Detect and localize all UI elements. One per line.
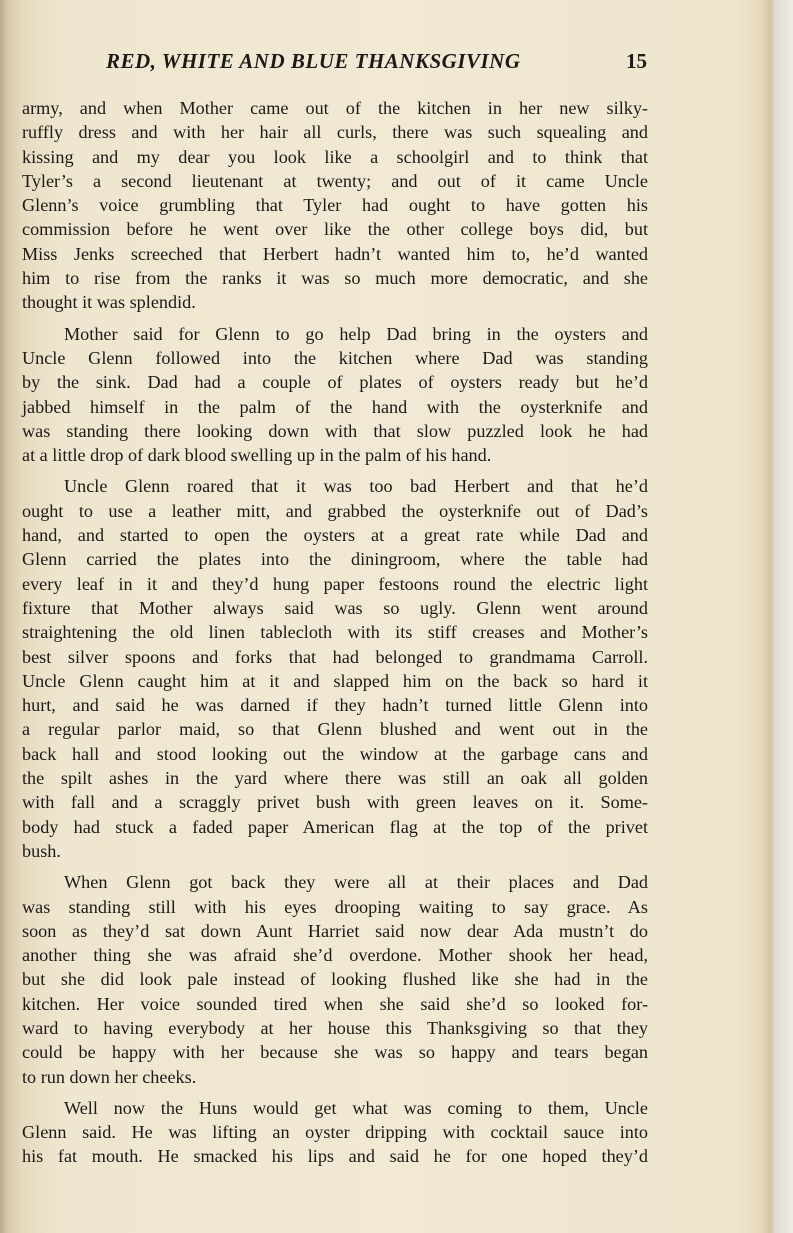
text-line: straightening the old linen tablecloth with its stiff creases and Mother’s [22,622,648,643]
text-line: Glenn carried the plates into the diningroom, where the table had [22,549,648,570]
paragraph [22,322,648,468]
text-line: Uncle Glenn followed into the kitchen where Dad was standing [22,347,648,368]
text-line: with fall and a scraggly privet bush with green leaves on it. Some- [22,792,648,813]
text-line: another thing she was afraid she’d overdone. Mother shook her head, [22,945,648,966]
text-line: commission before he went over like the other college boys did, but [22,219,648,240]
text-line: ought to use a leather mitt, and grabbed the oysterknife out of Dad’s [22,500,648,521]
text-line: was standing there looking down with that slow puzzled look he had [22,420,648,441]
page-header [0,47,793,79]
text-line: bush. [22,840,61,861]
text-line: jabbed himself in the palm of the hand with the oysterknife and [22,396,648,417]
text-line: Uncle Glenn caught him at it and slapped him on the back so hard it [22,670,648,691]
text-line: Glenn said. He was lifting an oyster dripping with cocktail sauce into [22,1122,648,1143]
text-line: every leaf in it and they’d hung paper festoons round the electric light [22,573,648,594]
text-line: back hall and stood looking out the window at the garbage cans and [22,743,648,764]
text-line: his fat mouth. He smacked his lips and said he for one hoped they’d [22,1146,648,1167]
text-line: When Glenn got back they were all at their places and Dad [64,872,648,893]
text-line: body had stuck a faded paper American flag at the top of the privet [22,816,648,837]
text-line: was standing still with his eyes drooping waiting to say grace. As [22,896,648,917]
text-line: fixture that Mother always said was so ugly. Glenn went around [22,597,648,618]
text-line: ruffly dress and with her hair all curls, there was such squealing and [22,122,648,143]
text-line: best silver spoons and forks that had belonged to grandmama Carroll. [22,646,648,667]
text-line: Glenn’s voice grumbling that Tyler had ought to have gotten his [22,195,648,216]
text-line: Well now the Huns would get what was coming to them, Uncle [64,1097,648,1118]
text-line: the spilt ashes in the yard where there was still an oak all golden [22,768,648,789]
text-line: army, and when Mother came out of the kitchen in her new silky- [22,98,648,118]
text-line: soon as they’d sat down Aunt Harriet said now dear Ada mustn’t do [22,920,648,941]
paragraph [22,96,648,315]
text-line: hurt, and said he was darned if they hadn’t turned little Glenn into [22,695,648,716]
text-line: Mother said for Glenn to go help Dad bring in the oysters and [64,323,648,344]
text-line: kissing and my dear you look like a schoolgirl and to think that [22,146,648,167]
text-line: to run down her cheeks. [22,1066,197,1087]
body-text [22,96,648,1176]
text-line: kitchen. Her voice sounded tired when she said she’d so looked for- [22,993,648,1014]
text-line: but she did look pale instead of looking flushed like she had in the [22,969,648,990]
running-title: RED, WHITE AND BLUE THANKSGIVING [106,49,521,73]
text-line: could be happy with her because she was so happy and tears began [22,1042,648,1063]
text-line: thought it was splendid. [22,292,196,313]
text-line: Miss Jenks screeched that Herbert hadn’t wanted him to, he’d wanted [22,243,648,264]
text-line: at a little drop of dark blood swelling up in the palm of his hand. [22,445,492,466]
text-line: ward to having everybody at her house this Thanksgiving so that they [22,1017,648,1038]
page-number: 15 [626,49,647,73]
paragraph [22,870,648,1089]
text-line: hand, and started to open the oysters at a great rate while Dad and [22,525,648,546]
text-line: Uncle Glenn roared that it was too bad Herbert and that he’d [64,476,648,497]
paragraph [22,1096,648,1169]
text-line: a regular parlor maid, so that Glenn blushed and went out in the [22,719,648,740]
text-line: him to rise from the ranks it was so much more democratic, and she [22,268,648,289]
text-line: Tyler’s a second lieutenant at twenty; and out of it came Uncle [22,170,648,191]
text-line: by the sink. Dad had a couple of plates of oysters ready but he’d [22,372,648,393]
paragraph [22,474,648,863]
